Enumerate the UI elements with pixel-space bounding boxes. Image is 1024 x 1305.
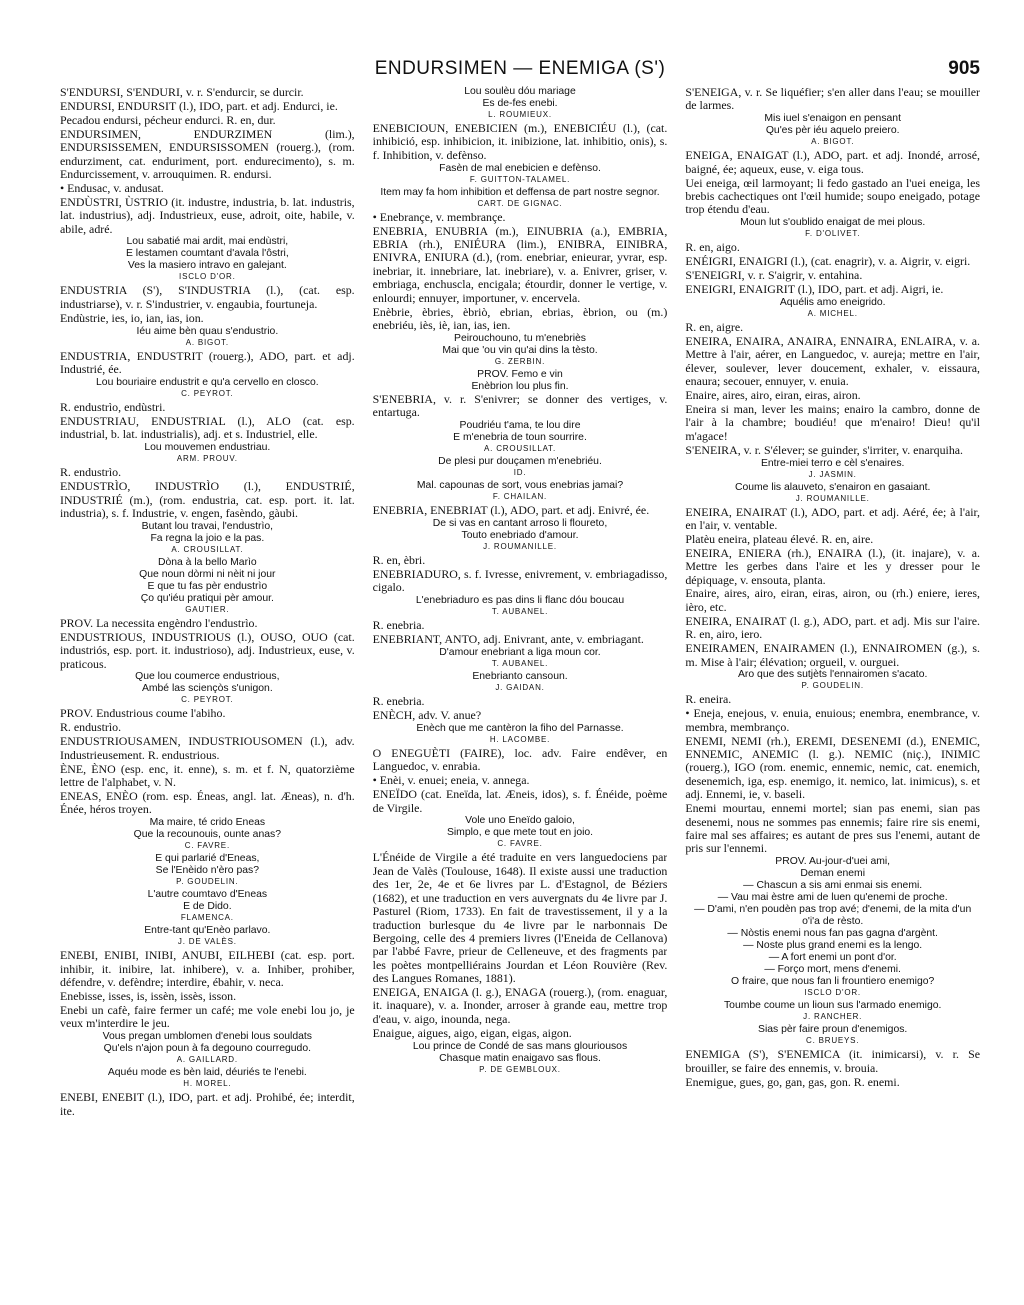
dictionary-entry: ENÉIGRI, ENAIGRI (l.), (cat. enagrir), v. a. Aigrir, v. eigri. bbox=[685, 254, 971, 269]
dictionary-entry: ENEMI, NEMI (rh.), EREMI, DESENEMI (d.), ENEMIC, ENNEMIC, ANEMIC (l. g.). NEMIC (niç.), INIMIC (rouerg.), IGO (rom. enemic, ennemic, nemic, cat. enemich, desenemich, iga, esp. enemigo, it. nemico, lat. inimicus), s. et adj. Ennemi, ie, v. baseli. bbox=[685, 733, 981, 802]
dictionary-entry: PROV. La necessita engèndro l'endustrìo. bbox=[60, 615, 258, 630]
dictionary-entry: R. en, aigre. bbox=[685, 319, 744, 334]
quotation-line: — Vau mai èstre ami de luen qu'enemi de proche. bbox=[717, 892, 948, 904]
dictionary-entry: Enebi un cafè, faire fermer un café; me vole enebi lou jo, je veux m'interdire le jeu. bbox=[60, 1002, 355, 1031]
quotation-line: Mai que 'ou vin qu'ai dins la tèsto. bbox=[442, 344, 598, 356]
dictionary-entry: Enèbrie, èbries, èbriò, ebrian, ebrias, èbrion, ou (m.) enebriéu, iès, iè, ian, ias, ien. bbox=[372, 304, 668, 332]
quotation-line: Qu'es pèr iéu aquelo preiero. bbox=[765, 125, 900, 137]
quotation-line: Dòna à la bello Marìo bbox=[157, 556, 257, 568]
dictionary-entry: ENDUSTRIA, ENDUSTRIT (rouerg.), ADO, part. et adj. Industrié, ée. bbox=[60, 348, 355, 377]
source-credit: C. PEYROT. bbox=[181, 389, 234, 398]
source-credit: A. MICHEL. bbox=[807, 308, 858, 318]
dictionary-entry: R. en, aigo. bbox=[685, 240, 740, 255]
dictionary-entry: ÈNE, ÈNO (esp. enc, it. enne), s. m. et f. N, quatorzième lettre de l'alphabet, v. N. bbox=[60, 761, 355, 789]
quotation-line: Enèch que me cantèron la fiho del Parnasse. bbox=[416, 722, 624, 734]
dictionary-entry: Enebisse, isses, is, issèn, issès, isson. bbox=[60, 988, 237, 1003]
quotation-line: Sias pèr faire proun d'enemigos. bbox=[758, 1024, 908, 1036]
quotation-line: Deman enemi bbox=[800, 868, 866, 880]
source-credit: A. GAILLARD. bbox=[176, 1055, 238, 1065]
source-credit: ARM. PROUV. bbox=[176, 454, 238, 464]
source-credit: C. BRUEYS. bbox=[806, 1036, 860, 1046]
quotation-line: Vole uno Eneïdo galoio, bbox=[465, 815, 575, 827]
source-credit: H. MOREL. bbox=[183, 1079, 232, 1089]
quotation-line: Entre-miei terro e cèl s'enaires. bbox=[760, 457, 905, 469]
source-credit: C. PEYROT. bbox=[181, 695, 234, 705]
quotation-line: E de Dido. bbox=[183, 901, 232, 913]
quotation-line: Simplo, e que mete tout en joio. bbox=[446, 827, 594, 839]
quotation-line: L'enebriaduro es pas dins li flanc dóu boucau bbox=[415, 595, 625, 607]
dictionary-entry: R. endustrìo. bbox=[60, 465, 122, 480]
quotation-line: Moun lut s'oublido enaigat de mei plous. bbox=[740, 217, 926, 229]
source-credit: H. LACOMBE. bbox=[489, 734, 551, 744]
quotation-line: E que tu fas pèr endustrìo bbox=[147, 580, 268, 592]
source-credit: A. BIGOT. bbox=[185, 337, 229, 347]
quotation-line: Fasèn de mal enebicien e defènso. bbox=[439, 162, 601, 174]
quotation-line: Que noun dòrmi ni nèit ni jour bbox=[139, 568, 276, 580]
dictionary-entry: Endùstrie, ies, io, ian, ias, ion. bbox=[60, 310, 204, 325]
quotation-line: Touto enebriado d'amour. bbox=[461, 530, 579, 542]
dictionary-entry: R. endustrìo. bbox=[60, 720, 122, 735]
dictionary-entry: • Eneja, enejous, v. enuia, enuious; enembra, enembrance, v. membra, membranço. bbox=[685, 706, 981, 734]
quotation-line: Lou mouvemen endustriau. bbox=[144, 442, 271, 454]
source-credit: FLAMENCA. bbox=[180, 913, 234, 923]
quotation-line: Entre-tant qu'Enèo parlavo. bbox=[144, 925, 271, 937]
dictionary-entry: ENEBRIA, ENEBRIAT (l.), ADO, part. et adj. Enivré, ée. bbox=[372, 503, 650, 518]
source-credit: T. AUBANEL. bbox=[491, 659, 549, 669]
quotation-line: Se l'Enèido n'èro pas? bbox=[155, 865, 259, 877]
dictionary-entry: ENEBI, ENIBI, INIBI, ANUBI, EILHEBI (cat. esp. port. inhibir, it. inibire, lat. inhibere), v. a. Inhiber, prohiber, défendre, v. defèndre; interdire, ébahir, v. neca. bbox=[60, 948, 355, 990]
quotation-line: Ço qu'iéu pratiqui pèr amour. bbox=[140, 592, 274, 604]
source-credit: J. JASMIN. bbox=[808, 469, 857, 479]
dictionary-entry: ENEMIGA (S'), S'ENEMICA (it. inimicarsi), v. r. Se brouiller, se faire des ennemis, v. brouia. bbox=[685, 1047, 981, 1075]
dictionary-entry: Pecadou endursi, pécheur endurci. R. en, dur. bbox=[60, 112, 276, 127]
dictionary-entry: Enemi mourtau, ennemi mortel; sian pas enemi, sian pas desenemi, nous ne sommes pas ennemis; faire rire sis enemi, faire mal ses affaires; es autant de pres sus l'enemi, autant de pris sur l'ennemi. bbox=[685, 801, 981, 856]
quotation-line: — Nòstis enemi nous fan pas gagna d'argènt. bbox=[727, 928, 938, 940]
quotation-line: — Forço mort, mens d'enemi. bbox=[764, 964, 901, 976]
quotation-line: De si vas en cantant arroso li floureto, bbox=[432, 518, 608, 530]
quotation-line: De plesi pur douçamen m'enebriéu. bbox=[438, 456, 602, 468]
quotation-line: Iéu aime bèn quau s'endustrio. bbox=[136, 325, 279, 337]
source-credit: F. GUITTON-TALAMEL. bbox=[469, 174, 571, 184]
dictionary-entry: Platèu eneira, plateau élevé. R. en, aire. bbox=[685, 531, 874, 546]
source-credit: F. D'OLIVET. bbox=[805, 229, 861, 239]
quotation-line: Lou prince de Condé de sas mans glouriousos bbox=[412, 1040, 628, 1052]
quotation-line: Chasque matin enaigavo sas flous. bbox=[439, 1052, 601, 1064]
quotation-line: Ambé las sciençòs s'unigon. bbox=[141, 683, 273, 695]
dictionary-entry: R. enebria. bbox=[372, 618, 425, 633]
dictionary-entry: ENEÏDO (cat. Eneïda, lat. Æneis, idos), s. f. Énéide, poème de Virgile. bbox=[372, 787, 668, 815]
dictionary-entry: Enaigue, aigues, aigo, eigan, eigas, aigon. bbox=[372, 1025, 572, 1040]
dictionary-entry: ENEIGA, ENAIGAT (l.), ADO, part. et adj. Inondé, arrosé, baigné, ée; aqueux, euse, v. eiga tous. bbox=[685, 148, 981, 176]
source-credit: T. AUBANEL. bbox=[491, 607, 549, 617]
quotation-line: E qui parlarié d'Eneas, bbox=[155, 853, 260, 865]
quotation-line: PROV. Femo e vin bbox=[477, 368, 563, 380]
quotation-line: Toumbe coume un lioun sus l'armado enemigo. bbox=[723, 1000, 942, 1012]
source-credit: J. RANCHER. bbox=[803, 1012, 863, 1022]
dictionary-entry: ENEIRAMEN, ENAIRAMEN (l.), ENNAIROMEN (g.), s. m. Mise à l'air; élévation; orgueil, v. ourguei. bbox=[685, 641, 981, 669]
dictionary-entry: ENDUSTRIAU, ENDUSTRIAL (l.), ALO (cat. esp. industrial, b. lat. industrialis), adj. et s. Industriel, elle. bbox=[60, 413, 355, 442]
dictionary-entry: ENDUSTRIOUSAMEN, INDUSTRIOUSOMEN (l.), adv. Industrieusement. R. endustrious. bbox=[60, 734, 355, 762]
source-credit: A. CROUSILLAT. bbox=[484, 444, 556, 454]
dictionary-entry: S'ENEBRIA, v. r. S'enivrer; se donner des vertiges, v. entartuga. bbox=[372, 391, 668, 420]
page-header bbox=[60, 58, 980, 84]
column-left bbox=[60, 86, 355, 1301]
quotation-line: Qu'els n'ajon poun à fa degouno courregudo. bbox=[103, 1043, 311, 1055]
dictionary-entry: ENEIRA, ENAIRAT (l. g.), ADO, part. et adj. Mis sur l'aire. R. en, airo, iero. bbox=[685, 613, 981, 642]
dictionary-entry: ENEIGRI, ENAIGRIT (l.), IDO, part. et adj. Aigri, ie. bbox=[685, 282, 944, 297]
quotation-line: Aro que des sutjèts l'ennairomen s'acato. bbox=[737, 669, 928, 681]
dictionary-entry: R. en, èbri. bbox=[372, 553, 426, 568]
quotation-line: Coume lis alauveto, s'enairon en gasaiant. bbox=[734, 481, 931, 493]
quotation-line: Butant lou travai, l'endustrìo, bbox=[141, 520, 274, 532]
dictionary-entry: ENDURSI, ENDURSIT (l.), IDO, part. et adj. Endurci, ie. bbox=[60, 98, 338, 113]
quotation-line: — D'ami, n'en poudèn pas trop avé; d'enemi, de la mita d'un o'i'a de rèsto. bbox=[694, 904, 972, 928]
dictionary-entry: ENEBRIADURO, s. f. Ivresse, enivrement, v. embriagadisso, cigalo. bbox=[372, 567, 668, 595]
dictionary-entry: L'Énéide de Virgile a été traduite en vers languedociens par Jean de Valès (Toulouse, 1648). Il existe aussi une traduction des 1er, 2e, 4e et 6e livres par L. d'Estagnol, de Béziers (1682), et une traduction en vers auvergnats du 4e livre par J. Pasturel (Riom, 1733). En fait de travestissement, il y a la traduction burlesque du 4e livre par le narbonnais De Bergoing, celle des 4 premiers livres (l'Eneida de Cellanova) par l'abbé Favre, prieur de Celleneuve, et des fragments par les poètes montpelliérains Jourdan et Léon Rouvière (Rev. des Langues Romanes, 1881). bbox=[372, 850, 668, 986]
column-middle bbox=[373, 86, 668, 1301]
page-number: 905 bbox=[948, 58, 980, 79]
quotation-line: Mis iuel s'enaigon en pensant bbox=[764, 113, 901, 125]
quotation-line: O fraire, que nous fan li frountiero enemigo? bbox=[731, 976, 935, 988]
quotation-line: L'autre coumtavo d'Eneas bbox=[147, 889, 268, 901]
dictionary-entry: Enaire, aires, airo, eiran, eiras, airon, ou (rh.) eniere, ieres, ièro, etc. bbox=[685, 586, 981, 614]
dictionary-entry: R. endustrìo, endùstri. bbox=[60, 400, 166, 414]
dictionary-entry: • Endusac, v. andusat. bbox=[60, 180, 164, 195]
source-credit: P. DE GEMBLOUX. bbox=[479, 1064, 561, 1074]
source-credit: P. GOUDELIN. bbox=[176, 877, 239, 887]
quotation-line: Item may fa hom inhibition et deffensa de part nostre segnor. bbox=[380, 186, 660, 198]
dictionary-entry: ENEAS, ENÈO (rom. esp. Éneas, angl. lat. Æneas), n. d'h. Énée, héros troyen. bbox=[60, 788, 355, 817]
dictionary-entry: ENDUSTRIOUS, INDUSTRIOUS (l.), OUSO, OUO (cat. industriós, esp. port. it. industrioso), adj. Industrieux, euse, v. praticous. bbox=[60, 629, 355, 671]
source-credit: ID. bbox=[513, 468, 527, 478]
column-right bbox=[685, 86, 980, 1301]
dictionary-entry: PROV. Endustrious coume l'abiho. bbox=[60, 706, 226, 721]
source-credit: A. BIGOT. bbox=[811, 137, 855, 147]
dictionary-entry: S'ENDURSI, S'ENDURI, v. r. S'endurcir, se durcir. bbox=[60, 86, 304, 99]
dictionary-entry: R. enebria. bbox=[372, 694, 425, 709]
dictionary-entry: Uei eneiga, œil larmoyant; li fedo gastado an l'uei eneiga, les brebis cachectiques ont l'œil humide; soupo eneigado, potage trop étendu d'eau. bbox=[685, 175, 981, 217]
dictionary-entry: ENEIRA, ENIERA (rh.), ENAIRA (l.), (it. inajare), v. a. Mettre les gerbes dans l'aire et les y dresser pour le dépiquage, v. ensouta, planta. bbox=[685, 545, 981, 587]
source-credit: G. ZERBIN. bbox=[494, 356, 546, 366]
quotation-line: Enèbrion lou plus fin. bbox=[471, 380, 569, 392]
dictionary-entry: R. eneira. bbox=[685, 692, 732, 707]
quotation-line: — Chascun a sis ami enmai sis enemi. bbox=[743, 880, 923, 892]
quotation-line: Lou sabatié mai ardit, mai endùstri, bbox=[126, 236, 289, 248]
dictionary-entry: ENDUSTRIA (S'), S'INDUSTRIA (l.), (cat. esp. industriarse), v. r. S'industrier, v. engaubia, fourtuneja. bbox=[60, 283, 355, 311]
dictionary-entry: S'ENEIRA, v. r. S'élever; se guinder, s'irriter, v. enarquiha. bbox=[685, 442, 964, 457]
quotation-line: Ma maire, té crido Eneas bbox=[149, 817, 266, 829]
quotation-line: Ves la masiero intravo en galejant. bbox=[127, 260, 287, 272]
quotation-line: Lou bouriaire endustrit e qu'a cervello en closco. bbox=[96, 377, 319, 388]
dictionary-entry: ENEIRA, ENAIRA, ANAIRA, ENNAIRA, ENLAIRA, v. a. Mettre à l'air, aérer, en Languedoc, v. aureja; mettre en l'air, élever, soulever, lever doucement, exhaler, v. eissaura, enaura; secouer, ennuyer, v. enuia. bbox=[685, 333, 981, 389]
dictionary-entry: S'ENEIGRI, v. r. S'aigrir, v. entahina. bbox=[685, 268, 863, 283]
dictionary-entry: ENDÙSTRI, ÙSTRIO (it. industre, industria, b. lat. industris, lat. industrius), adj. Industrieux, euse, adroit, oite, habile, v. abile, adré. bbox=[60, 194, 355, 236]
dictionary-entry: ENEIRA, ENAIRAT (l.), ADO, part. et adj. Aéré, ée; à l'air, en l'air, v. ventable. bbox=[685, 504, 981, 532]
dictionary-entry: Eneira si man, lever les mains; enairo la cambro, donne de l'air à la chambre; boudiéu! que m'enairo! Dieu! qu'il m'agace! bbox=[685, 401, 981, 443]
source-credit: J. GAIDAN. bbox=[495, 683, 545, 693]
source-credit: J. ROUMANILLE. bbox=[483, 542, 557, 552]
dictionary-entry: ENEBI, ENEBIT (l.), IDO, part. et adj. Prohibé, ée; interdit, ite. bbox=[60, 1090, 355, 1118]
quotation-line: — Noste plus grand enemi es la lengo. bbox=[743, 940, 923, 952]
dictionary-columns bbox=[60, 86, 980, 1301]
dictionary-entry: • Enèi, v. enuei; eneia, v. annega. bbox=[372, 773, 530, 788]
source-credit: J. ROUMANILLE. bbox=[795, 493, 870, 503]
source-credit: F. CHAILAN. bbox=[492, 492, 548, 502]
source-credit: CART. DE GIGNAC. bbox=[477, 198, 563, 208]
dictionary-entry: Enaire, aires, airo, eiran, eiras, airon. bbox=[685, 388, 861, 402]
source-credit: L. ROUMIEUX. bbox=[488, 110, 552, 119]
source-credit: J. DE VALÈS. bbox=[177, 937, 237, 947]
dictionary-entry: S'ENEIGA, v. r. Se liquéfier; s'en aller dans l'eau; se mouiller de larmes. bbox=[685, 86, 981, 113]
source-credit: P. GOUDELIN. bbox=[801, 681, 864, 691]
quotation-line: E m'enebria de toun sourrire. bbox=[453, 432, 587, 444]
dictionary-entry: ENÈCH, adv. V. anue? bbox=[372, 708, 482, 723]
dictionary-entry: ENDUSTRÌO, INDUSTRÌO (l.), ENDUSTRIÉ, INDUSTRIÉ (m.), (rom. endustria, cat. esp. port. it. lat. industria), s. f. Industrie, v. engen, fasèndo, gàubi. bbox=[60, 479, 355, 520]
dictionary-entry: ENEBRIANT, ANTO, adj. Enivrant, ante, v. embriagant. bbox=[372, 632, 644, 647]
source-credit: C. FAVRE. bbox=[184, 841, 230, 851]
quotation-line: Enebrianto cansoun. bbox=[472, 671, 568, 683]
quotation-line: Poudriéu t'ama, te lou dire bbox=[459, 420, 581, 432]
quotation-line: — A fort enemi un pont d'or. bbox=[768, 952, 897, 964]
quotation-line: D'amour enebriant a liga moun cor. bbox=[439, 647, 601, 659]
source-credit: ISCLO D'OR. bbox=[804, 988, 861, 998]
dictionary-entry: ENEIGA, ENAIGA (l. g.), ENAGA (rouerg.), (rom. enaguar, it. inaquare), v. a. Inonder, arroser à grande eau, mettre trop d'eau, v. aigo, inounda, nega. bbox=[372, 985, 668, 1026]
quotation-line: Es de-fes enebi. bbox=[482, 98, 558, 109]
source-credit: C. FAVRE. bbox=[497, 839, 543, 849]
quotation-line: Que lou coumerce endustrious, bbox=[135, 671, 280, 683]
quotation-line: Fa regna la joio e la pas. bbox=[150, 532, 265, 544]
source-credit: ISCLO D'OR. bbox=[179, 272, 236, 282]
dictionary-entry: Enemigue, gues, go, gan, gas, gon. R. enemi. bbox=[685, 1074, 900, 1089]
quotation-line: Lou soulèu dóu mariage bbox=[464, 86, 576, 97]
quotation-line: Mal. capounas de sort, vous enebrias jamai? bbox=[416, 480, 624, 492]
dictionary-entry: ENEBICIOUN, ENEBICIEN (m.), ENEBICIÉU (l.), (cat. inhibició, esp. inhibicion, it. inibizione, lat. inhibitio, onis), s. f. Inhibition, v. defènso. bbox=[372, 121, 668, 162]
quotation-line: PROV. Au-jour-d'uei ami, bbox=[775, 856, 891, 868]
quotation-line: Vous pregan umblomen d'enebi lous souldats bbox=[102, 1031, 313, 1043]
quotation-line: Aquéu mode es bèn laid, déuriés te l'enebi. bbox=[107, 1067, 307, 1079]
source-credit: GAUTIER. bbox=[185, 604, 230, 614]
dictionary-entry: ENDURSIMEN, ENDURZIMEN (lim.), ENDURSISSEMEN, ENDURSISSOMEN (rouerg.), (rom. endurziment, cat. enduriment, port. endurecimento), s. m. Endurcissement, v. arrouquimen. R. endursi. bbox=[60, 126, 355, 181]
dictionary-entry: • Enebrançe, v. membrançe. bbox=[372, 209, 506, 224]
running-title: ENDURSIMEN — ENEMIGA (S') bbox=[374, 58, 666, 79]
quotation-line: Peirouchouno, tu m'enebriès bbox=[454, 332, 586, 344]
quotation-line: Que la recounouis, ounte anas? bbox=[133, 829, 281, 841]
quotation-line: E lestamen coumtant d'avala l'ôstri, bbox=[125, 248, 289, 260]
dictionary-entry: ENEBRIA, ENUBRIA (m.), EINUBRIA (a.), EMBRIA, EBRIA (rh.), ENIÉURA (lim.), ENIBRA, EINIBRA, ENIVRA, ENIURA (d.), (rom. enebriar, enieurar, yvrar, esp. inebriar, it. innebriare, lat. inebriare), v. a. Enivrer, griser, v. embriaga, enchuscla, encigala; étourdir, donner le vertige, v. enlourdi; ennuyer, importuner, v. encervela. bbox=[372, 223, 668, 305]
quotation-line: Aquélis amo eneigrido. bbox=[779, 296, 886, 308]
dictionary-entry: O ENEGUÈTI (FAIRE), loc. adv. Faire endêver, en Languedoc, v. enrabia. bbox=[372, 745, 668, 774]
source-credit: A. CROUSILLAT. bbox=[171, 544, 244, 554]
